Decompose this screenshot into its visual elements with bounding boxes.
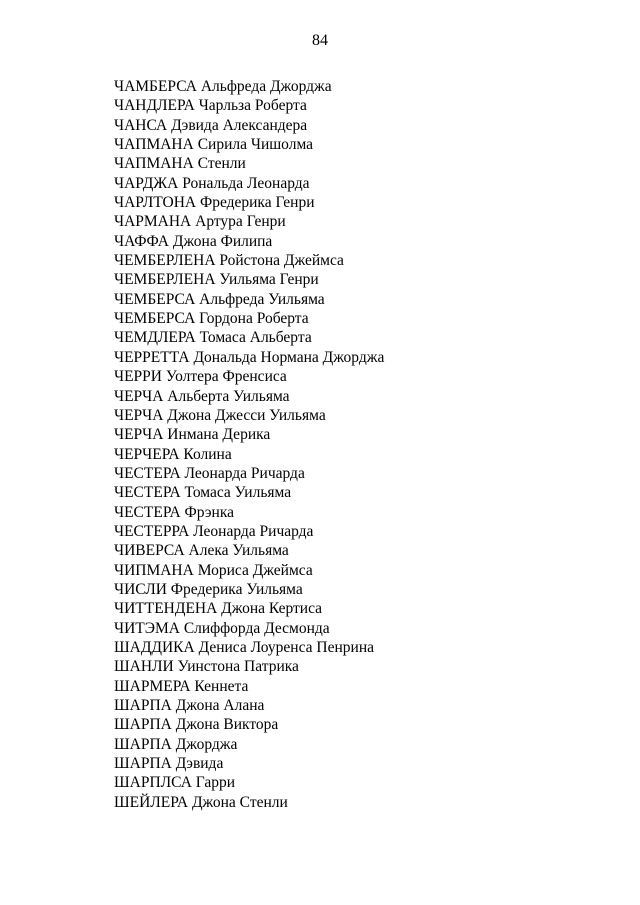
list-item: ЧИТЭМА Слиффорда Десмонда [114, 619, 330, 637]
list-item: ШАРПА Джорджа [114, 735, 238, 753]
list-item: ЧЕРЧА Инмана Дерика [114, 426, 271, 444]
list-item: ЧЕРЧА Джона Джесси Уильяма [114, 406, 326, 424]
list-item: ЧЕСТЕРА Фрэнка [114, 503, 235, 521]
list-item: ШЕЙЛЕРА Джона Стенли [114, 793, 288, 811]
list-item: ЧЕСТЕРРА Леонарда Ричарда [114, 522, 314, 540]
list-item: ЧЕСТЕРА Томаса Уильяма [114, 484, 292, 502]
list-item: ЧАНДЛЕРА Чарльза Роберта [114, 97, 307, 115]
list-item: ШАРПА Джона Алана [114, 697, 265, 714]
list-item: ЧЕМБЕРСА Альфреда Уильяма [114, 290, 325, 308]
list-item: ШАРПА Джона Виктора [114, 716, 279, 734]
list-item: ЧАНСА Дэвида Александера [114, 116, 308, 134]
list-item: ШАРПЛСА Гарри [114, 774, 236, 792]
list-item: ЧАПМАНА Стенли [114, 155, 246, 173]
list-item: ЧИСЛИ Фредерика Уильяма [114, 580, 303, 598]
list-item: ЧАРДЖА Рональда Леонарда [114, 174, 310, 192]
list-item: ЧЕРРИ Уолтера Френсиса [114, 368, 287, 386]
list-item: ЧИВЕРСА Алека Уильяма [114, 542, 289, 560]
list-item: ЧАРЛТОНА Фредерика Генри [114, 194, 315, 212]
list-item: ЧАМБЕРСА Альфреда Джорджа [114, 78, 332, 95]
list-item: ЧИПМАНА Мориса Джеймса [114, 561, 313, 579]
list-item: ЧЕМДЛЕРА Томаса Альберта [114, 329, 312, 347]
list-item: ШАНЛИ Уинстона Патрика [114, 658, 299, 676]
list-item: ЧЕРРЕТТА Дональда Нормана Джорджа [114, 348, 385, 366]
list-item: ШАДДИКА Дениса Лоуренса Пенрина [114, 638, 375, 656]
list-item: ЧЕРЧА Альберта Уильяма [114, 387, 290, 405]
page-number: 84 [312, 32, 328, 49]
list-item: ЧАФФА Джона Филипа [114, 232, 273, 250]
list-item: ЧИТТЕНДЕНА Джона Кертиса [114, 600, 323, 618]
name-list [114, 77, 384, 812]
list-item: ЧЕМБЕРЛЕНА Ройстона Джеймса [114, 252, 344, 270]
list-item: ЧЕРЧЕРА Колина [114, 445, 232, 463]
list-item: ЧАПМАНА Сирила Чишолма [114, 136, 314, 154]
list-item: ЧЕСТЕРА Леонарда Ричарда [114, 464, 305, 482]
list-item: ШАРМЕРА Кеннета [114, 677, 249, 695]
list-item: ЧАРМАНА Артура Генри [114, 213, 286, 231]
list-item: ЧЕМБЕРЛЕНА Уильяма Генри [114, 271, 319, 289]
list-item: ЧЕМБЕРСА Гордона Роберта [114, 310, 309, 328]
list-item: ШАРПА Дэвида [114, 755, 224, 773]
